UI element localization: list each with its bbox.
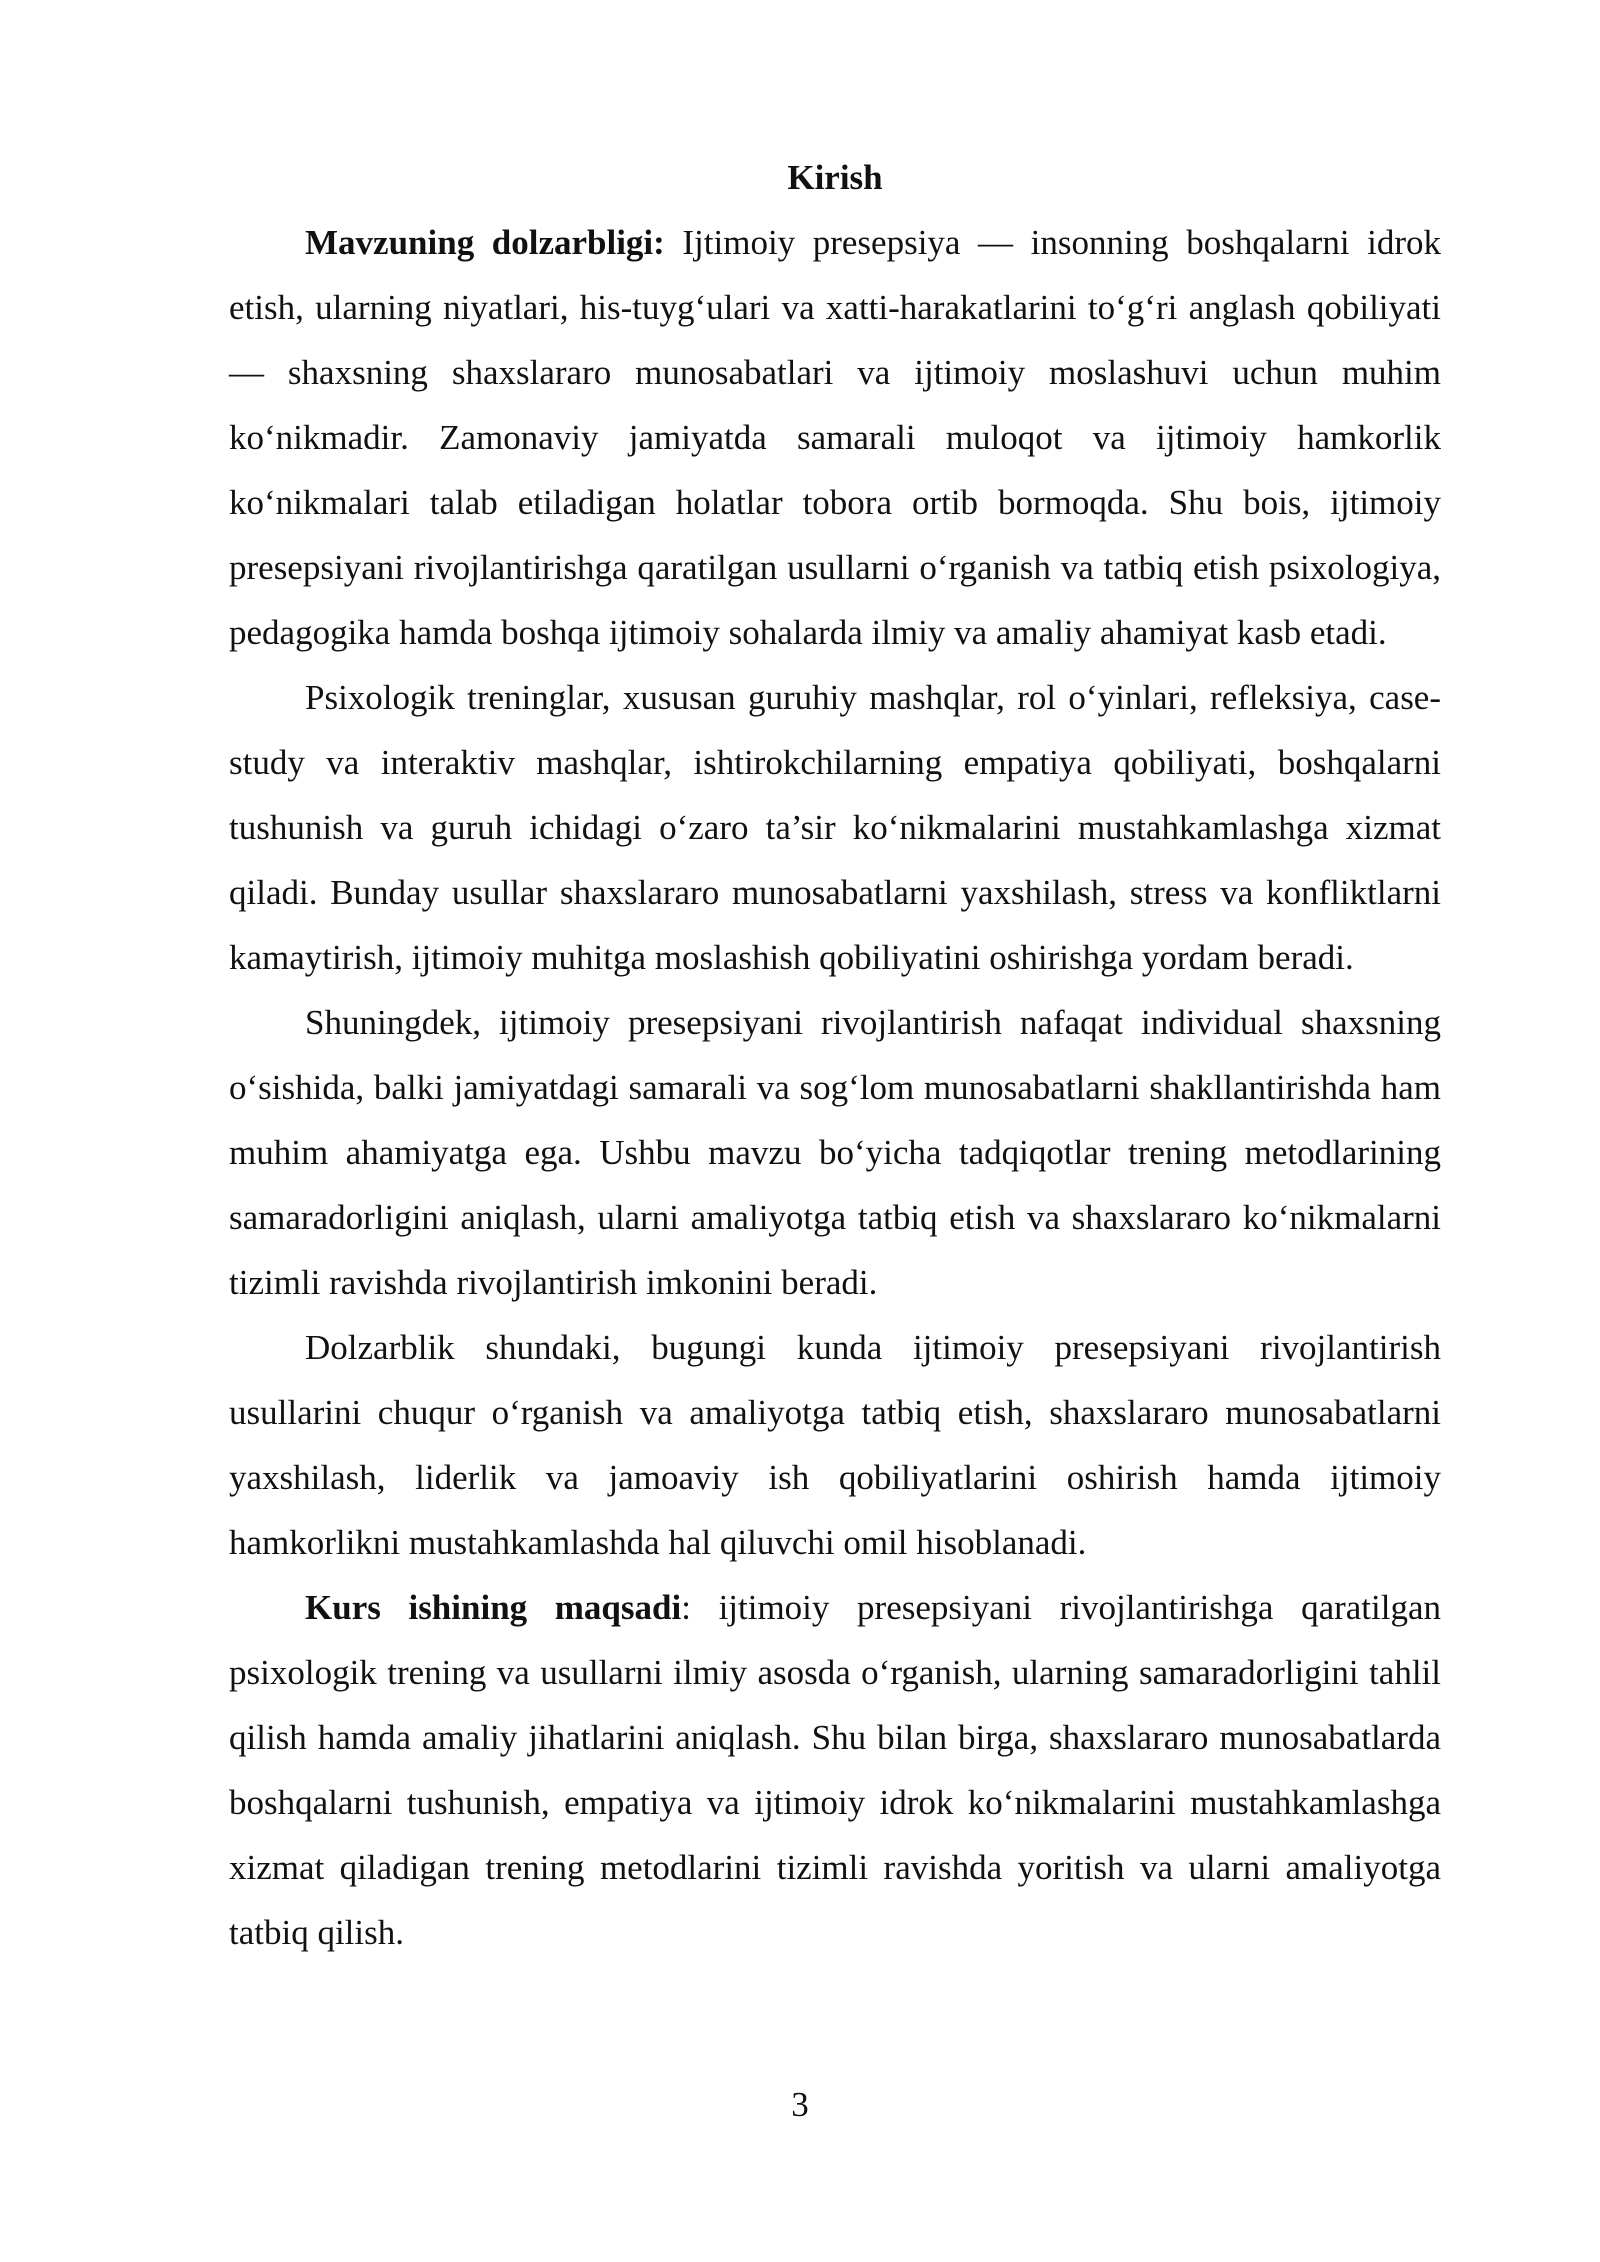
paragraph-goal xyxy=(229,1575,1441,1965)
paragraph-text-trainings: Psixologik treninglar, xususan guruhiy mashqlar, rol o‘yinlari, refleksiya, case-study va interaktiv mashqlar, ishtirokchilarning empatiya qobiliyati, boshqalarni tushunish va guruh ichidagi o‘zaro ta’sir ko‘nikmalarini mustahkamlashga xizmat qiladi. Bunday usullar shaxslararo munosabatlarni yaxshilash, stress va konfliktlarni kamaytirish, ijtimoiy muhitga moslashish qobiliyatini oshirishga yordam beradi. xyxy=(229,678,1441,977)
paragraph-text-relevance: Ijtimoiy presepsiya — insonning boshqalarni idrok etish, ularning niyatlari, his-tuyg‘ulari va xatti-harakatlarini to‘g‘ri anglash qobiliyati — shaxsning shaxslararo munosabatlari va ijtimoiy moslashuvi uchun muhim ko‘nikmadir. Zamonaviy jamiyatda samarali muloqot va ijtimoiy hamkorlik ko‘nikmalari talab etiladigan holatlar tobora ortib bormoqda. Shu bois, ijtimoiy presepsiyani rivojlantirishga qaratilgan usullarni o‘rganish va tatbiq etish psixologiya, pedagogika hamda boshqa ijtimoiy sohalarda ilmiy va amaliy ahamiyat kasb etadi. xyxy=(229,223,1441,652)
paragraph-importance xyxy=(229,990,1441,1315)
paragraph-lead-goal: Kurs ishining maqsadi xyxy=(305,1588,682,1627)
paragraph-lead-relevance: Mavzuning dolzarbligi: xyxy=(305,223,665,262)
page-number: 3 xyxy=(791,2085,809,2124)
page-content xyxy=(229,145,1441,1965)
paragraph-text-importance: Shuningdek, ijtimoiy presepsiyani rivojlantirish nafaqat individual shaxsning o‘sishida, balki jamiyatdagi samarali va sog‘lom munosabatlarni shakllantirishda ham muhim ahamiyatga ega. Ushbu mavzu bo‘yicha tadqiqotlar trening metodlarining samaradorligini aniqlash, ularni amaliyotga tatbiq etish va shaxslararo ko‘nikmalarni tizimli ravishda rivojlantirish imkonini beradi. xyxy=(229,1003,1441,1302)
paragraph-urgency xyxy=(229,1315,1441,1575)
paragraph-trainings xyxy=(229,665,1441,990)
paragraph-text-goal: : ijtimoiy presepsiyani rivojlantirishga qaratilgan psixologik trening va usullarni ilmiy asosda o‘rganish, ularning samaradorligini tahlil qilish hamda amaliy jihatlarini aniqlash. Shu bilan birga, shaxslararo munosabatlarda boshqalarni tushunish, empatiya va ijtimoiy idrok ko‘nikmalarini mustahkamlashga xizmat qiladigan trening metodlarini tizimli ravishda yoritish va ularni amaliyotga tatbiq qilish. xyxy=(229,1588,1442,1952)
section-title: Kirish xyxy=(787,158,883,197)
paragraph-relevance xyxy=(229,210,1441,665)
paragraph-text-urgency: Dolzarblik shundaki, bugungi kunda ijtimoiy presepsiyani rivojlantirish usullarini chuqur o‘rganish va amaliyotga tatbiq etish, shaxslararo munosabatlarni yaxshilash, liderlik va jamoaviy ish qobiliyatlarini oshirish hamda ijtimoiy hamkorlikni mustahkamlashda hal qiluvchi omil hisoblanadi. xyxy=(229,1328,1441,1562)
